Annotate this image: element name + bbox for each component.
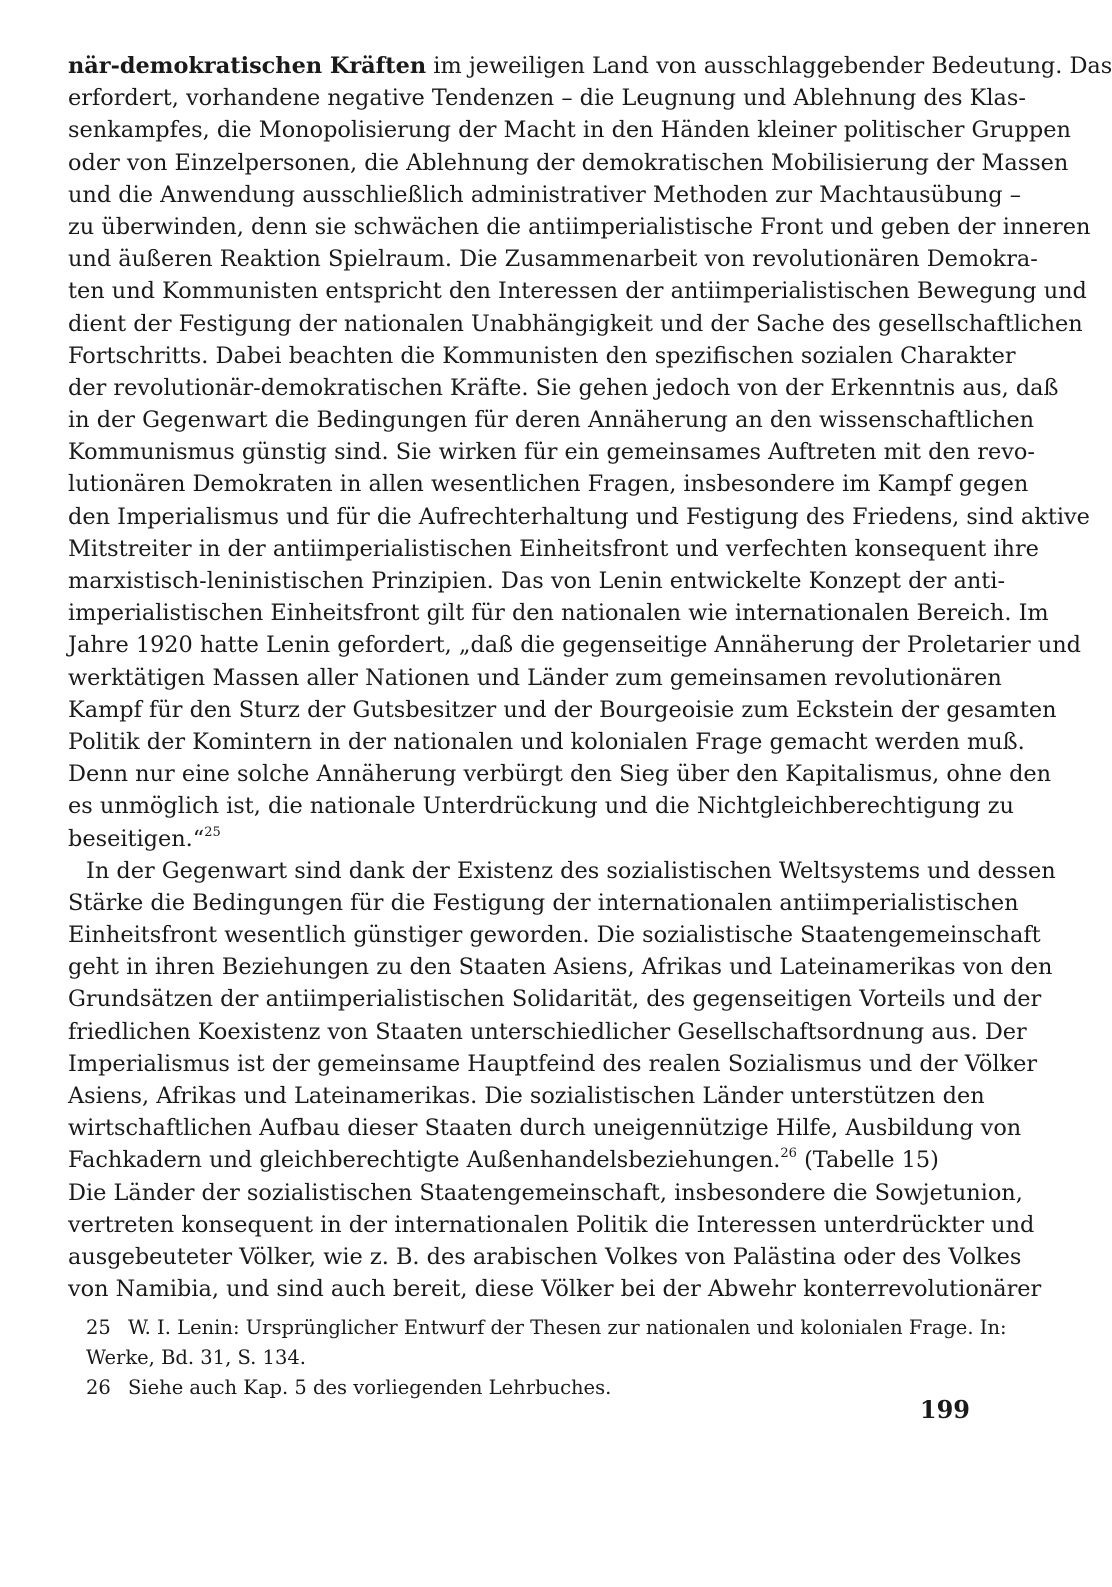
footnote-25	[86, 1313, 1007, 1343]
text-line: den Imperialismus und für die Aufrechterhaltung und Festigung des Friedens, sind aktive	[68, 503, 1090, 530]
line-text: Fachkadern und gleichberechtigte Außenhandelsbeziehungen.	[68, 1147, 781, 1174]
text-line: dient der Festigung der nationalen Unabhängigkeit und der Sache des gesellschaftlichen	[68, 310, 1083, 337]
footnotes	[86, 1313, 1007, 1403]
footnote-number: 26	[86, 1376, 111, 1399]
text-line: Politik der Komintern in der nationalen und kolonialen Frage gemacht werden muß.	[68, 728, 1025, 755]
text-line: in der Gegenwart die Bedingungen für deren Annäherung an den wissenschaftlichen	[68, 407, 1035, 434]
text-line: Einheitsfront wesentlich günstiger geworden. Die sozialistische Staatengemeinschaft	[68, 922, 1041, 949]
page-number: 199	[919, 1395, 970, 1424]
text-line: imperialistischen Einheitsfront gilt für den nationalen wie internationalen Bereich. Im	[68, 600, 1049, 627]
text-line: werktätigen Massen aller Nationen und Länder zum gemeinsamen revolutionären	[68, 664, 1002, 691]
line-text: (Tabelle 15)	[796, 1147, 939, 1174]
line-text: im jeweiligen Land von ausschlaggebender Bedeutung. Das	[426, 53, 1112, 79]
footnote-26	[86, 1373, 970, 1403]
line-text: beseitigen.“	[68, 825, 205, 852]
text-line: Asiens, Afrikas und Lateinamerikas. Die sozialistischen Länder unterstützen den	[68, 1083, 985, 1109]
footnote-25-continuation: Werke, Bd. 31, S. 134.	[86, 1346, 306, 1369]
text-line: marxistisch-leninistischen Prinzipien. Das von Lenin entwickelte Konzept der anti-	[68, 568, 1006, 594]
text-line: friedlichen Koexistenz von Staaten unterschiedlicher Gesellschaftsordnung aus. Der	[68, 1018, 1027, 1045]
paragraph-3	[68, 1177, 1042, 1306]
text-line: geht in ihren Beziehungen zu den Staaten Asiens, Afrikas und Lateinamerikas von den	[68, 954, 1053, 981]
bold-lead-text: när-demokratischen Kräften	[68, 53, 427, 79]
text-line: der revolutionär-demokratischen Kräfte. Sie gehen jedoch von der Erkenntnis aus, daß	[68, 374, 1059, 401]
text-line: ausgebeuteter Völker, wie z. B. des arabischen Volkes von Palästina oder des Volkes	[68, 1243, 1022, 1270]
footnote-text: Siehe auch Kap. 5 des vorliegenden Lehrbuches.	[128, 1376, 612, 1399]
text-line: Grundsätzen der antiimperialistischen Solidarität, des gegenseitigen Vorteils und der	[68, 986, 1042, 1013]
text-line: ten und Kommunisten entspricht den Interessen der antiimperialistischen Bewegung und	[68, 278, 1087, 305]
text-line: es unmöglich ist, die nationale Unterdrückung und die Nichtgleichberechtigung zu	[68, 793, 1014, 820]
text-line: Kommunismus günstig sind. Sie wirken für ein gemeinsames Auftreten mit den revo-	[68, 439, 1035, 466]
text-line: Imperialismus ist der gemeinsame Hauptfeind des realen Sozialismus und der Völker	[68, 1050, 1038, 1077]
text-line: senkampfes, die Monopolisierung der Macht in den Händen kleiner politischer Gruppen	[68, 117, 1071, 144]
text-line: Kampf für den Sturz der Gutsbesitzer und der Bourgeoisie zum Eckstein der gesamten	[68, 696, 1057, 723]
text-line: wirtschaftlichen Aufbau dieser Staaten durch uneigennützige Hilfe, Ausbildung von	[68, 1115, 1022, 1142]
text-line: oder von Einzelpersonen, die Ablehnung der demokratischen Mobilisierung der Massen	[68, 149, 1069, 176]
text-line: Stärke die Bedingungen für die Festigung der internationalen antiimperialistischen	[68, 889, 1019, 916]
text-line: Denn nur eine solche Annäherung verbürgt den Sieg über den Kapitalismus, ohne den	[68, 761, 1052, 788]
text-line: und äußeren Reaktion Spielraum. Die Zusammenarbeit von revolutionären Demokra-	[68, 246, 1038, 273]
text-line: In der Gegenwart sind dank der Existenz des sozialistischen Weltsystems und dessen	[86, 857, 1056, 884]
text-line: Die Länder der sozialistischen Staatengemeinschaft, insbesondere die Sowjetunion,	[68, 1179, 1023, 1206]
text-line	[68, 823, 966, 855]
text-line	[68, 50, 1112, 82]
text-line: zu überwinden, denn sie schwächen die antiimperialistische Front und geben der inneren	[68, 213, 1091, 240]
paragraph-1	[68, 50, 1112, 855]
text-line: Fortschritts. Dabei beachten die Kommunisten den spezifischen sozialen Charakter	[68, 342, 1016, 369]
text-line: und die Anwendung ausschließlich administrativer Methoden zur Machtausübung –	[68, 181, 1021, 208]
text-line	[68, 1144, 966, 1176]
text-line: Jahre 1920 hatte Lenin gefordert, „daß die gegenseitige Annäherung der Proletarier und	[68, 632, 1081, 659]
paragraph-2	[68, 855, 1056, 1177]
text-line: lutionären Demokraten in allen wesentlichen Fragen, insbesondere im Kampf gegen	[68, 471, 1029, 498]
footnote-number: 25	[86, 1316, 111, 1339]
footnote-text: W. I. Lenin: Ursprünglicher Entwurf der Thesen zur nationalen und kolonialen Frage. In:	[128, 1316, 1007, 1339]
footnote-ref-25: 25	[204, 824, 221, 840]
text-line: von Namibia, und sind auch bereit, diese Völker bei der Abwehr konterrevolutionärer	[68, 1276, 1042, 1303]
page-body	[68, 50, 1112, 1305]
text-line: Mitstreiter in der antiimperialistischen Einheitsfront und verfechten konsequent ihre	[68, 535, 1039, 562]
footnote-ref-26: 26	[780, 1146, 797, 1162]
text-line: erfordert, vorhandene negative Tendenzen – die Leugnung und Ablehnung des Klas-	[68, 85, 1026, 112]
text-line: vertreten konsequent in der internationalen Politik die Interessen unterdrückter und	[68, 1211, 1035, 1238]
